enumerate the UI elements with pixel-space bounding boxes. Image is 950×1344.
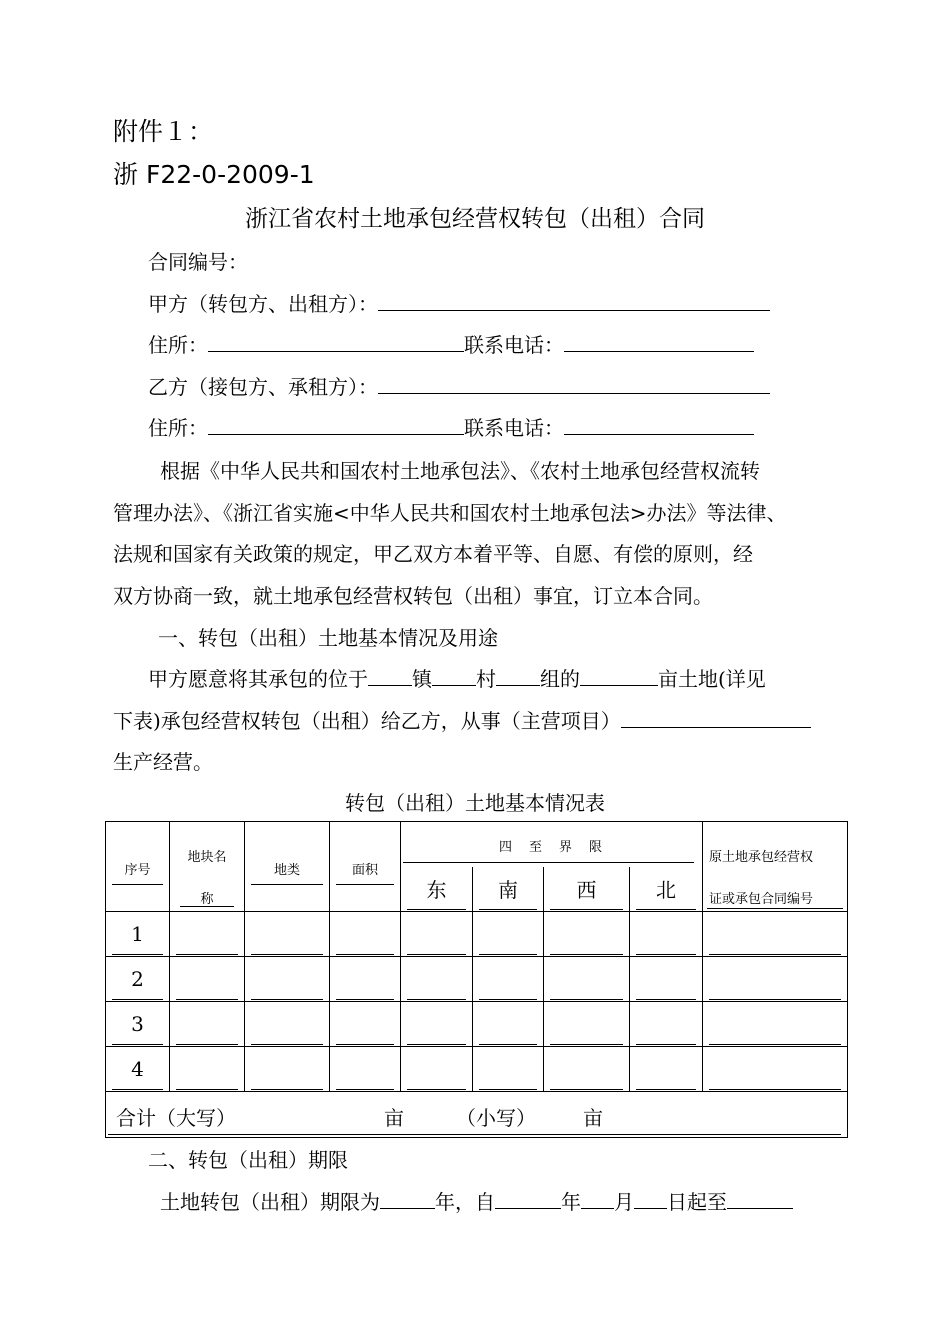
attachment-label: 附件１：: [113, 117, 214, 146]
header-west: 西: [544, 867, 630, 912]
total-mu-label: 亩: [384, 1106, 404, 1130]
party-b-row: [148, 373, 770, 401]
phone-label: 联系电话：: [464, 333, 564, 357]
party-a-phone-input[interactable]: [564, 331, 754, 352]
row-seq: 4: [106, 1047, 170, 1092]
main-project-input[interactable]: [621, 707, 811, 728]
mu-input[interactable]: [580, 665, 658, 686]
town-label: 镇: [412, 667, 432, 691]
address-label: 住所：: [148, 416, 208, 440]
table-row: [106, 957, 848, 1002]
section-2-heading: 二、转包（出租）期限: [148, 1148, 348, 1172]
preamble-line-3: 法规和国家有关政策的规定，甲乙双方本着平等、自愿、有偿的原则，经: [113, 542, 753, 566]
town-input[interactable]: [368, 665, 412, 686]
section-1-heading: 一、转包（出租）土地基本情况及用途: [158, 626, 498, 650]
row-seq: 3: [106, 1002, 170, 1047]
main-project-label: 下表)承包经营权转包（出租）给乙方，从事（主营项目）: [113, 709, 621, 733]
preamble-line-1: 根据《中华人民共和国农村土地承包法》、《农村土地承包经营权流转: [160, 459, 760, 483]
party-b-input[interactable]: [378, 373, 770, 394]
document-code: 浙 F22-0-2009-1: [113, 160, 315, 189]
party-b-address-input[interactable]: [208, 414, 464, 435]
header-boundary: 四 至 界 限: [401, 822, 703, 867]
start-year-input[interactable]: [495, 1188, 561, 1209]
total-label: 合计（大写）: [116, 1106, 236, 1130]
header-plot-name: 地块名 称: [170, 822, 245, 912]
group-input[interactable]: [496, 665, 540, 686]
row-seq: 2: [106, 957, 170, 1002]
address-label: 住所：: [148, 333, 208, 357]
term-years-input[interactable]: [380, 1188, 435, 1209]
party-a-label: 甲方（转包方、出租方）：: [148, 292, 378, 316]
section-1-line-3: 生产经营。: [113, 750, 213, 774]
start-year-label: 年: [561, 1190, 581, 1214]
contract-number-label: 合同编号：: [148, 250, 248, 274]
preamble-line-4: 双方协商一致，就土地承包经营权转包（出租）事宜，订立本合同。: [113, 584, 713, 608]
party-b-label: 乙方（接包方、承租方）：: [148, 375, 378, 399]
total-row: [106, 1092, 848, 1138]
table-row: [106, 1047, 848, 1092]
end-year-input[interactable]: [727, 1188, 793, 1209]
table-row: [106, 912, 848, 957]
start-day-input[interactable]: [634, 1188, 667, 1209]
land-info-table: [105, 821, 848, 1138]
group-label: 组的: [540, 667, 580, 691]
party-b-phone-input[interactable]: [564, 414, 754, 435]
header-certificate: 原土地承包经营权 证或承包合同编号: [703, 822, 848, 912]
section-1-line-2: [113, 707, 811, 735]
year-label: 年，自: [435, 1190, 495, 1214]
header-east: 东: [401, 867, 473, 912]
header-area: 面积: [330, 822, 401, 912]
location-label: 甲方愿意将其承包的位于: [148, 667, 368, 691]
preamble-line-2: 管理办法》、《浙江省实施<中华人民共和国农村土地承包法>办法》等法律、: [113, 501, 787, 525]
header-north: 北: [630, 867, 703, 912]
party-a-input[interactable]: [378, 290, 770, 311]
party-a-address-row: [148, 331, 754, 359]
total-mu-label-2: 亩: [583, 1106, 603, 1130]
phone-label: 联系电话：: [464, 416, 564, 440]
village-input[interactable]: [432, 665, 476, 686]
month-label: 月: [614, 1190, 634, 1214]
section-2-line-1: [160, 1188, 793, 1216]
start-month-input[interactable]: [581, 1188, 614, 1209]
table-row: [106, 1002, 848, 1047]
row-seq: 1: [106, 912, 170, 957]
day-label: 日起至: [667, 1190, 727, 1214]
header-land-type: 地类: [245, 822, 330, 912]
section-1-line-1: [148, 665, 766, 693]
table-title: 转包（出租）土地基本情况表: [345, 791, 605, 815]
header-seq: 序号: [106, 822, 170, 912]
party-b-address-row: [148, 414, 754, 442]
village-label: 村: [476, 667, 496, 691]
header-south: 南: [473, 867, 544, 912]
page-title: 浙江省农村土地承包经营权转包（出租）合同: [245, 206, 705, 232]
mu-label: 亩土地(详见: [658, 667, 766, 691]
term-label: 土地转包（出租）期限为: [160, 1190, 380, 1214]
total-small-label: （小写）: [456, 1106, 536, 1130]
party-a-row: [148, 290, 770, 318]
party-a-address-input[interactable]: [208, 331, 464, 352]
